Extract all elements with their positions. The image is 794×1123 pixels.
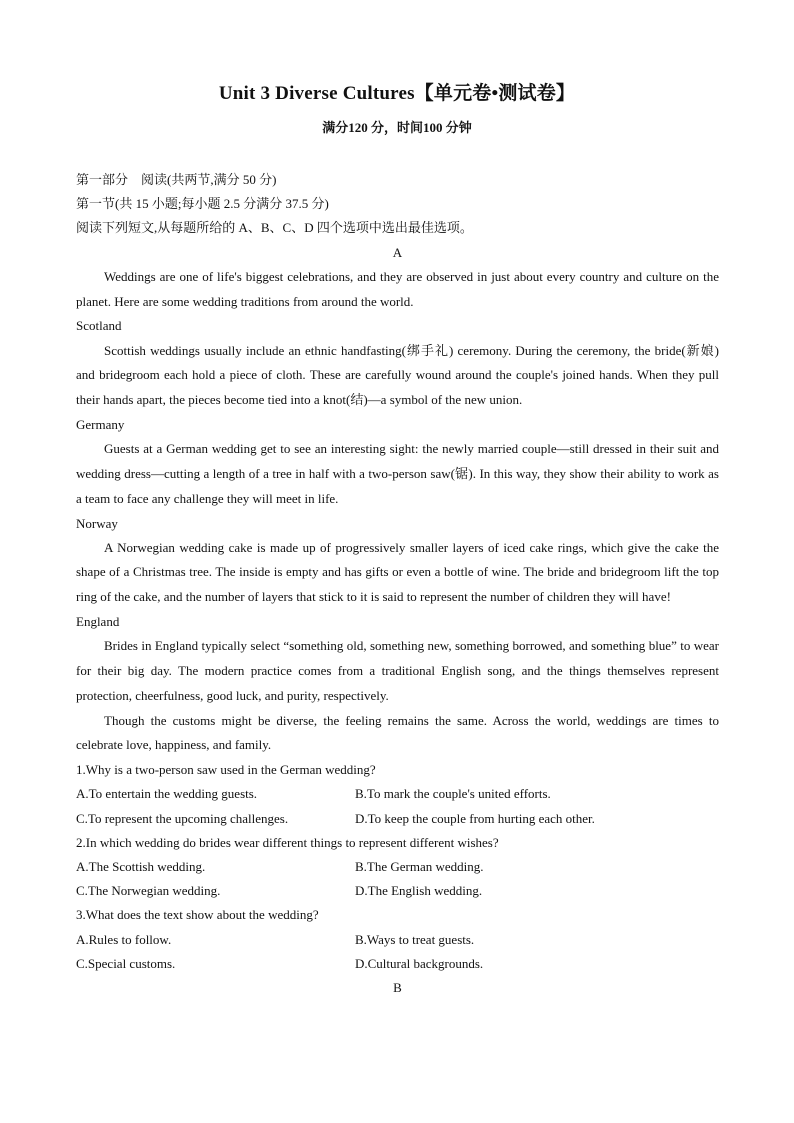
paragraph-conclusion: Though the customs might be diverse, the feeling remains the same. Across the world, weddings are times to celebrate love, happiness, and family. [76, 712, 719, 753]
paragraph-scotland: Scottish weddings usually include an ethnic handfasting(绑手礼) ceremony. During the ceremony, the bride(新娘) and bridegroom each hold a piece of cloth. These are carefully wound around the couple's joined hands. When they pull their hands apart, the pieces become tied into a knot(结)—a symbol of the new union. [76, 342, 719, 408]
question-1-options-row-1 [76, 782, 719, 806]
passage-a-label: A [392, 244, 403, 260]
section-instruction: 阅读下列短文,从每题所给的 A、B、C、D 四个选项中选出最佳选项。 [76, 220, 473, 236]
question-1-option-c[interactable]: C.To represent the upcoming challenges. [76, 810, 289, 826]
paragraph-germany: Guests at a German wedding get to see an interesting sight: the newly married couple—still dressed in their suit and wedding dress—cutting a length of a tree in half with a two-person saw(锯). In this way, they show their ability to work as a team to face any challenge they will meet in life. [76, 441, 719, 506]
question-2-options-row-2 [76, 879, 719, 903]
question-3-stem: 3.What does the text show about the wedding? [76, 907, 319, 923]
heading-norway: Norway [76, 515, 118, 531]
question-1-stem: 1.Why is a two-person saw used in the German wedding? [76, 762, 376, 778]
question-3-options-row-2 [76, 952, 719, 976]
question-1-option-b[interactable]: B.To mark the couple's united efforts. [355, 786, 551, 802]
question-2-option-b[interactable]: B.The German wedding. [355, 859, 484, 874]
question-3-option-c[interactable]: C.Special customs. [76, 955, 176, 971]
exam-content [76, 168, 719, 1000]
question-2-stem: 2.In which wedding do brides wear different things to represent different wishes? [76, 834, 499, 850]
question-2-option-c[interactable]: C.The Norwegian wedding. [76, 883, 221, 899]
heading-germany: Germany [76, 416, 125, 432]
section-part: 第一部分 阅读(共两节,满分 50 分) [76, 172, 277, 187]
paragraph-norway: A Norwegian wedding cake is made up of progressively smaller layers of iced cake rings, which give the cake the shape of a Christmas tree. The inside is empty and has gifts or even a bottle of wine. The bride and bridegroom lift the top ring of the cake, and the number of layers that stick to it is said to represent the number of children they will have! [76, 539, 719, 605]
paragraph-england: Brides in England typically select “something old, something new, something borrowed, and something blue” to wear for their big day. The modern practice comes from a traditional English song, and the things themselves represent protection, cheerfulness, good luck, and purity, respectively. [76, 638, 719, 703]
heading-england: England [76, 614, 120, 630]
page-subtitle: 满分120 分，时间100 分钟 [322, 120, 472, 135]
question-2-option-d[interactable]: D.The English wedding. [355, 883, 483, 899]
question-1-options-row-2 [76, 807, 719, 831]
question-1-option-a[interactable]: A.To entertain the wedding guests. [76, 786, 258, 802]
heading-scotland: Scotland [76, 318, 122, 334]
passage-a-intro: Weddings are one of life's biggest celebrations, and they are observed in just about every country and culture on the planet. Here are some wedding traditions from around the world. [76, 268, 719, 309]
passage-b-label: B [393, 979, 402, 995]
page-title: Unit 3 Diverse Cultures【单元卷•测试卷】 [218, 83, 576, 104]
question-3-option-a[interactable]: A.Rules to follow. [76, 931, 172, 947]
question-3-option-d[interactable]: D.Cultural backgrounds. [355, 955, 484, 971]
question-2-options-row-1 [76, 855, 719, 879]
question-2-option-a[interactable]: A.The Scottish wedding. [76, 859, 206, 874]
section-sub: 第一节(共 15 小题;每小题 2.5 分满分 37.5 分) [76, 196, 329, 212]
question-1-option-d[interactable]: D.To keep the couple from hurting each other. [355, 810, 595, 826]
question-3-options-row-1 [76, 928, 719, 952]
question-3-option-b[interactable]: B.Ways to treat guests. [355, 931, 475, 947]
